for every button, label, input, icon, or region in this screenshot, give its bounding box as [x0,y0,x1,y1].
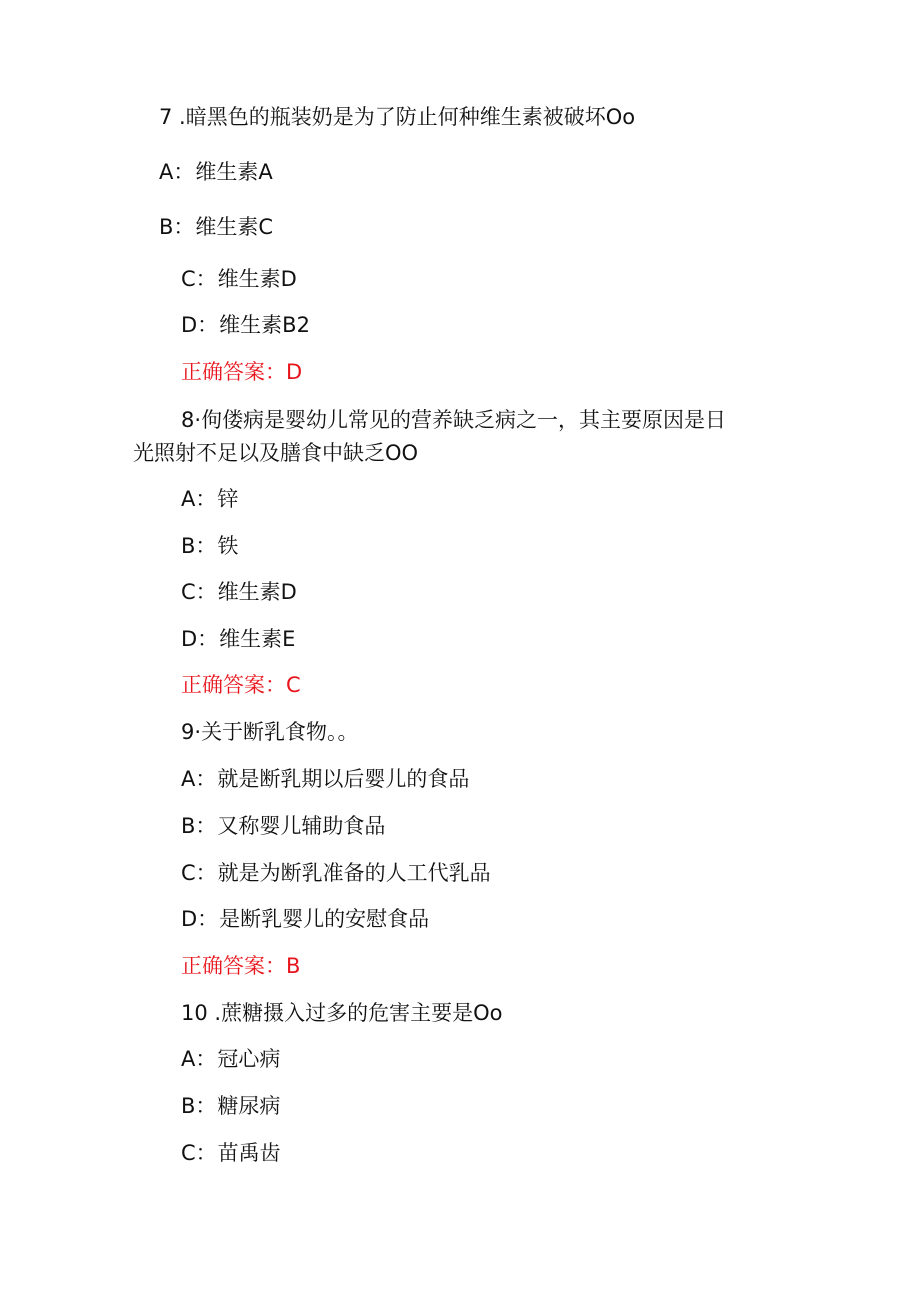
question-8-option-b [181,532,238,560]
option-text: 糖尿病 [217,1094,281,1118]
option-colon: ： [195,1047,217,1071]
question-10-option-a [181,1045,280,1073]
question-number: 8 [181,408,195,432]
question-8-option-a [181,485,238,513]
option-letter: C [181,861,196,885]
option-text: 维生素E [219,627,296,651]
option-text: 锌 [217,487,239,511]
option-text: 维生素B2 [219,313,310,337]
question-10-option-b [181,1092,280,1120]
option-letter: A [181,767,196,791]
question-9-stem [181,718,359,746]
option-letter: D [181,627,198,651]
option-colon: ： [173,215,195,239]
question-separator: · [194,408,202,432]
option-colon: ： [195,814,217,838]
question-7-stem [159,103,635,131]
question-10-stem [181,999,502,1027]
option-letter: D [181,313,198,337]
option-colon: ： [195,1094,217,1118]
question-7-option-b [159,213,273,241]
option-text: 就是断乳期以后婴儿的食品 [217,767,470,791]
option-text: 维生素A [195,160,273,184]
option-text: 又称婴儿辅助食品 [217,814,386,838]
question-text: 佝偻病是婴幼儿常见的营养缺乏病之一，其主要原因是日 [201,408,727,432]
question-separator: . [172,105,186,129]
question-8-stem-line2: 光照射不足以及膳食中缺乏OO [133,441,419,465]
option-colon: ： [195,1141,217,1165]
option-letter: B [159,215,174,239]
option-text: 是断乳婴儿的安慰食品 [219,907,430,931]
option-letter: A [159,160,174,184]
option-letter: B [181,814,196,838]
question-9-option-d [181,905,429,933]
question-7-answer: 正确答案：D [181,360,303,384]
option-colon: ： [195,580,217,604]
option-text: 维生素C [195,215,274,239]
option-colon: ： [195,861,217,885]
option-letter: A [181,487,196,511]
option-text: 维生素D [217,580,297,604]
option-letter: A [181,1047,196,1071]
option-text: 维生素D [217,267,297,291]
question-number: 9 [181,720,195,744]
option-colon: ： [197,907,219,931]
option-colon: ： [197,627,219,651]
option-text: 铁 [217,534,239,558]
option-text: 就是为断乳准备的人工代乳品 [217,861,491,885]
question-number: 10 [181,1001,208,1025]
question-text: 暗黑色的瓶装奶是为了防止何种维生素被破坏Oo [185,105,636,129]
question-8-option-d [181,625,295,653]
question-9-answer: 正确答案：B [181,954,301,978]
question-9-option-c [181,859,491,887]
question-separator: · [194,720,202,744]
option-text: 冠心病 [217,1047,281,1071]
question-9-option-b [181,812,385,840]
option-letter: C [181,1141,196,1165]
option-letter: D [181,907,198,931]
option-letter: B [181,534,196,558]
option-colon: ： [173,160,195,184]
option-colon: ： [195,487,217,511]
option-colon: ： [195,534,217,558]
question-8-option-c [181,578,297,606]
option-letter: B [181,1094,196,1118]
option-colon: ： [195,267,217,291]
option-letter: C [181,267,196,291]
question-7-option-c [181,265,297,293]
question-10-option-c [181,1139,281,1167]
question-9-option-a [181,765,469,793]
option-colon: ： [195,767,217,791]
question-8-stem-line1 [181,406,726,434]
question-separator: . [207,1001,222,1025]
option-colon: ： [197,313,219,337]
question-number: 7 [159,105,173,129]
question-7-option-d [181,311,310,339]
option-letter: C [181,580,196,604]
question-text: 蔗糖摄入过多的危害主要是Oo [221,1001,503,1025]
option-text: 苗禹齿 [217,1141,281,1165]
question-7-option-a [159,158,273,186]
question-8-answer: 正确答案：C [181,673,301,697]
question-text: 关于断乳食物。。 [201,720,359,744]
